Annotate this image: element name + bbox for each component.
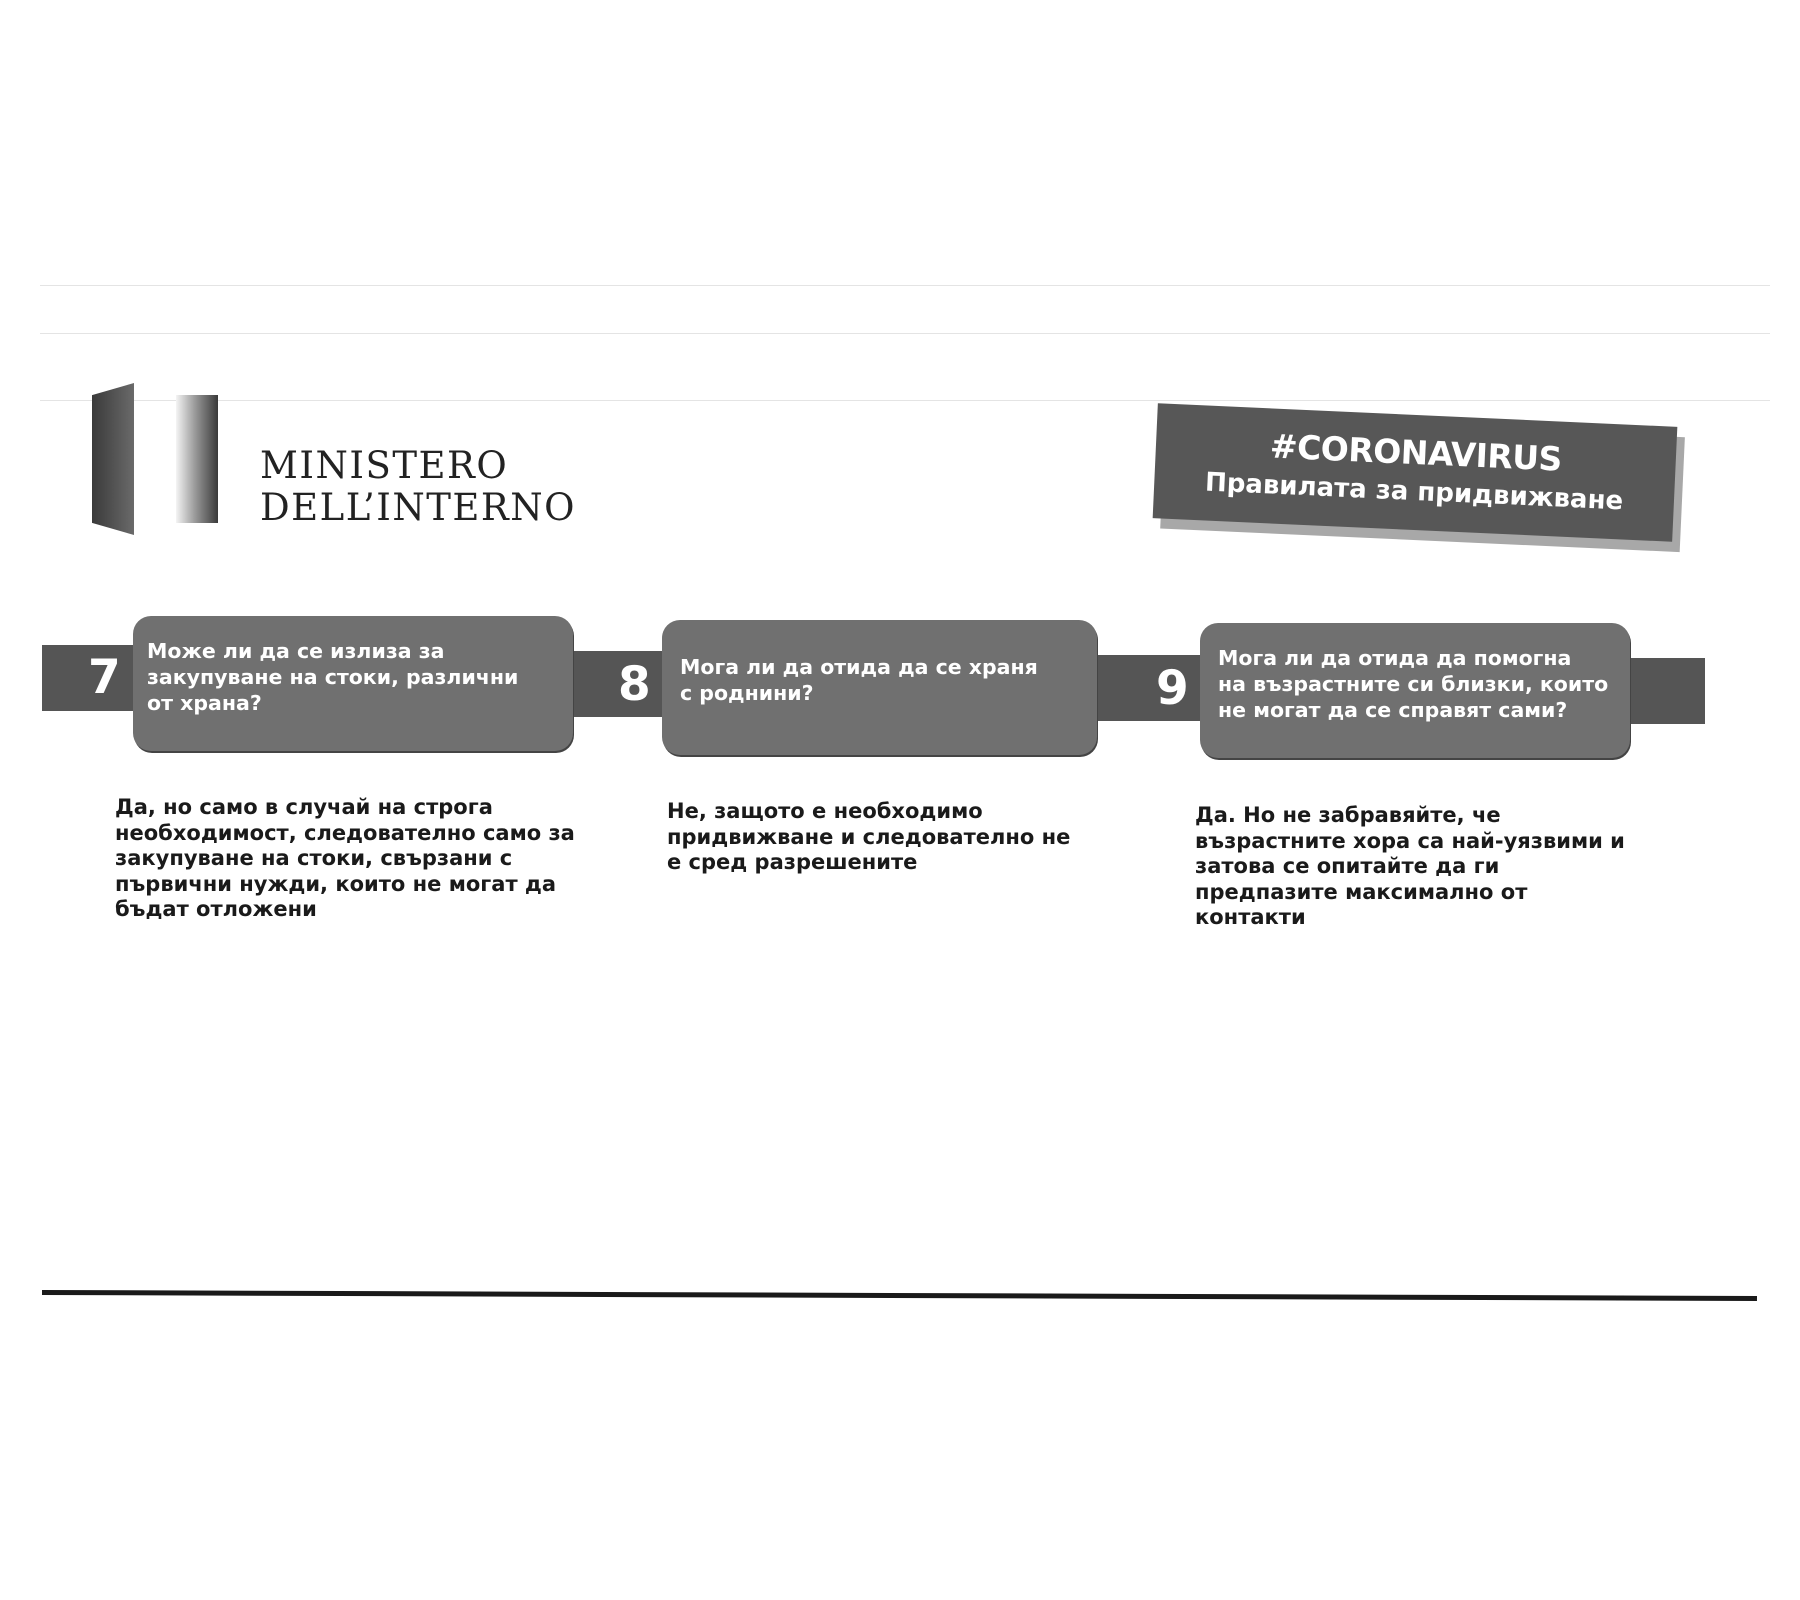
answer-line: Да. Но не забравяйте, че xyxy=(1195,803,1501,827)
answer-7 xyxy=(115,795,575,923)
answer-line: закупуване на стоки, свързани с xyxy=(115,846,513,870)
answer-line: предпазите максимално от xyxy=(1195,879,1528,904)
question-card-7 xyxy=(133,616,573,751)
scan-line xyxy=(40,333,1770,334)
question-card-9 xyxy=(1200,623,1630,758)
question-line: от храна? xyxy=(147,691,262,715)
question-line: Мога ли да отида да помогна xyxy=(1218,646,1572,670)
badge-title: #CORONAVIRUS xyxy=(1269,426,1563,479)
question-line: не могат да се справят сами? xyxy=(1218,698,1568,722)
ribbon-segment-8 xyxy=(560,651,670,717)
answer-line: Не, защото е необходимо xyxy=(667,799,983,823)
question-line: Мога ли да отида да се храня xyxy=(680,655,1038,679)
answer-line: бъдат отложени xyxy=(115,897,317,921)
logo-right-bar-icon xyxy=(176,395,218,523)
answer-line: затова се опитайте да ги xyxy=(1195,854,1500,878)
item-number-8: 8 xyxy=(618,657,651,712)
answer-line: придвижване и следователно не xyxy=(667,824,1071,849)
question-line: закупуване на стоки, различни xyxy=(147,665,519,689)
logo-text xyxy=(260,445,576,529)
answer-line: е сред разрешените xyxy=(667,850,918,874)
question-line: на възрастните си близки, които xyxy=(1218,672,1609,696)
answer-line: необходимост, следователно само за xyxy=(115,820,575,845)
scan-line xyxy=(40,285,1770,286)
bottom-divider xyxy=(42,1290,1757,1301)
question-line: Може ли да се излиза за xyxy=(147,639,445,663)
item-number-7: 7 xyxy=(88,650,121,705)
answer-line: възрастните хора са най-уязвими и xyxy=(1195,828,1625,853)
ribbon-segment-end xyxy=(1620,658,1705,724)
logo-line-1: MINISTERO xyxy=(260,444,509,487)
ministry-logo xyxy=(92,383,612,543)
question-card-8 xyxy=(662,620,1097,755)
logo-line-2: DELL’INTERNO xyxy=(260,486,576,529)
item-number-9: 9 xyxy=(1156,661,1189,716)
coronavirus-badge xyxy=(1153,403,1678,541)
answer-line: Да, но само в случай на строга xyxy=(115,795,493,819)
badge-subtitle: Правилата за придвижване xyxy=(1204,467,1624,517)
answer-9 xyxy=(1195,803,1625,931)
answer-line: контакти xyxy=(1195,905,1306,929)
answer-line: първични нужди, които не могат да xyxy=(115,871,557,896)
logo-left-bar-icon xyxy=(92,383,134,535)
question-line: с роднини? xyxy=(680,681,814,705)
answer-8 xyxy=(667,799,1070,876)
